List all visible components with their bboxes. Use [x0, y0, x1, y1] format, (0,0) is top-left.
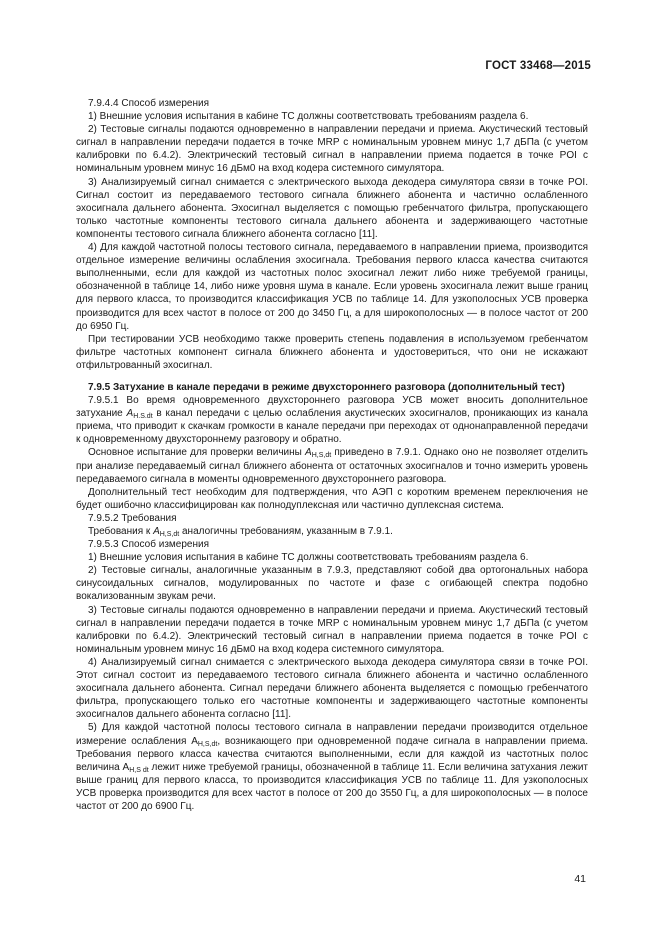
symbol-subscript: H.S.dt — [133, 413, 153, 421]
symbol-a: A — [122, 761, 130, 773]
symbol-a: A — [191, 735, 198, 747]
subsection-heading-7952: 7.9.5.2 Требования — [88, 512, 177, 524]
symbol-subscript: H,S,dt — [159, 531, 180, 538]
paragraph: 5) Для каждой частотной полосы тестового сигнала в направлении передачи производится отдельное измерение ослабления $A_{H,S,dt}$, возникающего при одновременной подаче сигнала в направлении приема. Требования первого класса качества считаются выполненными, если для каждой из частотных полос величина $A_{H,S dt}$ лежит ниже требуемой границы, обозначенной в таблице 11. Если величина затухания лежит выше границ для первого класса, то производится классификация УСВ по таблице 11. Для узкополосных УСВ проверка производится для всех частот в полосе от 200 до 3550 Гц, а для широкополосных — в полосе частот от 200 до 6900 Гц. — [76, 722, 589, 812]
paragraph: 1) Внешние условия испытания в кабине ТС должны соответствовать требованиям раздела 6. — [88, 111, 529, 123]
symbol-a: A — [126, 408, 134, 420]
paragraph: 4) Анализируемый сигнал снимается с электрического выхода декодера симулятора связи в точке POI. Этот сигнал состоит из передаваемого тестового сигнала ближнего абонента и частично ослабленного эхосигнала дальнего абонента. Сигнал передачи ближнего абонента выделяется с помощью гребенчатого фильтра, пропускающего только его частотные компоненты и задерживающего частотные компоненты эхосигналов дальнего абонента согласно [11]. — [76, 656, 588, 721]
symbol-subscript: H,S dt — [129, 766, 149, 774]
subsection-heading-7944: 7.9.4.4 Способ измерения — [88, 98, 209, 109]
symbol-a: A — [305, 447, 312, 459]
paragraph: При тестировании УСВ необходимо также проверить степень подавления в используемом гребенчатом фильтре частотных компонент сигнала ближнего абонента и удостовериться, что они не искажают отфильтрованный эхосигнал. — [76, 333, 588, 371]
document-body — [76, 97, 588, 813]
paragraph: 4) Для каждой частотной полосы тестового сигнала, передаваемого в направлении приема, производится отдельное измерение величины ослабления эхосигнала. Требования первого класса качества считаются выполненными, если для каждой из частотных полос эхосигнал лежит либо ниже требуемой границы, обозначенной в таблице 14, либо ниже уровня шума в канале. Если уровень эхосигнала лежит выше границ для первого класса, то производится классификация УСВ по таблице 14. Для узкополосных УСВ проверка производится для всех частот в полосе от 200 до 3450 Гц, а для широкополосных — в полосе частот от 200 до 6950 Гц. — [76, 242, 588, 332]
paragraph: 3) Тестовые сигналы подаются одновременно в направлении передачи и приема. Акустический тестовый сигнал в направлении передачи подается в точке MRP с номинальным уровнем минус 1,7 дБПа (с учетом калибровки по 6.4.2). Электрический тестовый сигнал в направлении приема подается в точке POI с номинальным уровнем минус 16 дБм0 на вход кодера системного симулятора. — [76, 604, 588, 655]
paragraph: Дополнительный тест необходим для подтверждения, что АЭП с коротким временем переключения не будет ошибочно классифицирован как полнодуплексная или частично дуплексная система. — [76, 486, 588, 511]
paragraph: 2) Тестовые сигналы, аналогичные указанным в 7.9.3, представляют собой два ортогональных набора синусоидальных сигналов, модулированных по частоте и фазе с огибающей спектра подобно вокализованным звукам речи. — [76, 565, 588, 603]
paragraph: 2) Тестовые сигналы подаются одновременно в направлении передачи и приема. Акустический тестовый сигнал в направлении передачи подается в точке MRP с номинальным уровнем минус 1,7 дБПа (с учетом калибровки по 6.4.2). Электрический тестовый сигнал в направлении приема подается в точке POI с номинальным уровнем минус 16 дБм0 на вход кодера системного симулятора. — [76, 124, 588, 175]
paragraph: Требования к $A_{H,S,dt}$ аналогичны требованиям, указанным в 7.9.1. — [88, 526, 393, 538]
section-heading-795: 7.9.5 Затухание в канале передачи в режиме двухстороннего разговора (дополнительный тест) — [88, 381, 565, 393]
paragraph: 7.9.5.1 Во время одновременного двухстороннего разговора УСВ может вносить дополнительное затухание $A_{H.S.dt}$ в канал передачи с целью ослабления акустических эхосигналов, проникающих из канала приема, что приводит к скачкам громкости в канале передачи при переходах от однонаправленной передачи к одновременному двухстороннему разговору и обратно. — [76, 395, 588, 446]
paragraph: 1) Внешние условия испытания в кабине ТС должны соответствовать требованиям раздела 6. — [88, 552, 529, 564]
paragraph: 3) Анализируемый сигнал снимается с электрического выхода декодера симулятора связи в точке POI. Сигнал состоит из передаваемого тестового сигнала ближнего абонента и частично ослабленного эхосигнала дальнего абонента. Эхосигнал выделяется с помощью гребенчатого фильтра, пропускающего только частотные компоненты тестового сигнала дальнего абонента и задерживающего частотные компоненты тестового сигнала ближнего абонента согласно [11]. — [76, 176, 588, 240]
symbol-a: A — [153, 526, 160, 537]
document-code: ГОСТ 33468—2015 — [485, 60, 591, 72]
subsection-heading-7953: 7.9.5.3 Способ измерения — [88, 539, 209, 551]
symbol-subscript: H,S,dt — [197, 740, 218, 748]
page-number: 41 — [574, 873, 586, 885]
symbol-subscript: H,S,dt — [311, 452, 332, 460]
paragraph: Основное испытание для проверки величины $A_{H,S,dt}$ приведено в 7.9.1. Однако оно не позволяет отделить при анализе передаваемый сигнал ближнего абонента от остаточных эхосигналов и точно измерить уровень передаваемого сигнала в моменты одновременного двухстороннего разговора. — [76, 447, 588, 485]
